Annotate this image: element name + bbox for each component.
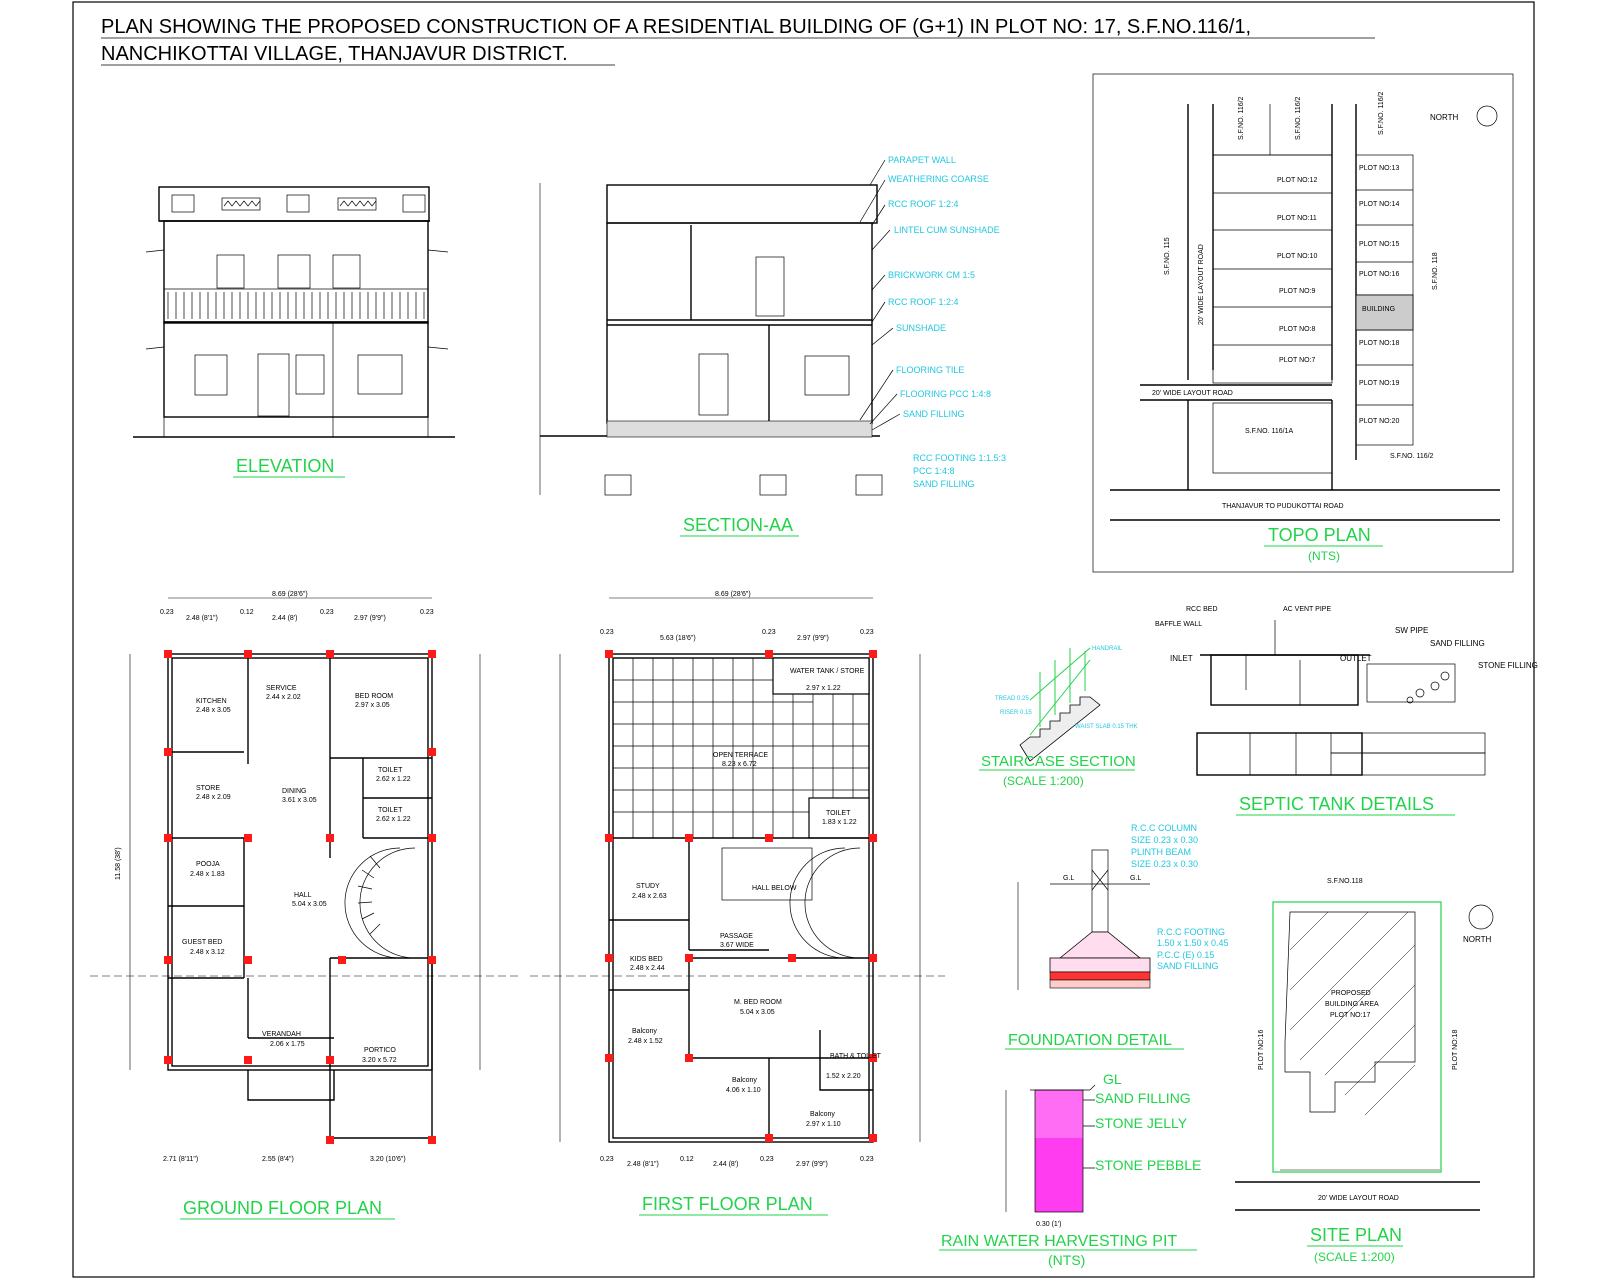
svg-text:PLOT NO:12: PLOT NO:12 — [1277, 177, 1318, 184]
svg-text:4.06 x 1.10: 4.06 x 1.10 — [726, 1087, 761, 1094]
svg-text:BAFFLE WALL: BAFFLE WALL — [1155, 621, 1203, 628]
svg-text:WAIST SLAB 0.15 THK: WAIST SLAB 0.15 THK — [1075, 724, 1138, 730]
svg-text:0.23: 0.23 — [160, 609, 174, 616]
site-subheading: (SCALE 1:200) — [1314, 1250, 1395, 1264]
svg-text:OUTLET: OUTLET — [1340, 654, 1372, 663]
svg-text:RCC ROOF 1:2:4: RCC ROOF 1:2:4 — [888, 199, 959, 209]
svg-text:OPEN TERRACE: OPEN TERRACE — [713, 752, 769, 759]
svg-text:PLOT NO:9: PLOT NO:9 — [1279, 288, 1316, 295]
svg-text:0.23: 0.23 — [420, 609, 434, 616]
svg-text:WEATHERING COARSE: WEATHERING COARSE — [888, 174, 989, 184]
svg-text:1.83 x 1.22: 1.83 x 1.22 — [822, 819, 857, 826]
svg-text:TREAD 0.25: TREAD 0.25 — [995, 696, 1029, 702]
site-heading: SITE PLAN — [1310, 1225, 1403, 1245]
staircase-section — [995, 646, 1138, 761]
section-notes — [860, 155, 1006, 489]
svg-text:3.61 x 3.05: 3.61 x 3.05 — [282, 797, 317, 804]
svg-text:2.48 x 2.09: 2.48 x 2.09 — [196, 794, 231, 801]
svg-text:STUDY: STUDY — [636, 883, 660, 890]
svg-text:PLOT NO:18: PLOT NO:18 — [1452, 1029, 1459, 1070]
svg-text:11.58 (38'): 11.58 (38') — [115, 847, 122, 880]
svg-text:2.48 x 3.12: 2.48 x 3.12 — [190, 949, 225, 956]
svg-text:2.48 x 1.52: 2.48 x 1.52 — [628, 1038, 663, 1045]
svg-text:S.F.NO. 116/2: S.F.NO. 116/2 — [1378, 91, 1385, 135]
svg-text:SUNSHADE: SUNSHADE — [896, 323, 947, 333]
svg-text:2.44 x 2.02: 2.44 x 2.02 — [266, 694, 301, 701]
svg-text:2.48 x 1.83: 2.48 x 1.83 — [190, 871, 225, 878]
svg-text:5.04 x 3.05: 5.04 x 3.05 — [292, 901, 327, 908]
section-aa-drawing — [540, 183, 882, 495]
svg-text:PLOT NO:15: PLOT NO:15 — [1359, 241, 1400, 248]
svg-text:WATER TANK / STORE: WATER TANK / STORE — [790, 668, 865, 675]
rwh-pit — [1006, 1071, 1201, 1228]
svg-text:Balcony: Balcony — [632, 1028, 657, 1035]
svg-text:0.23: 0.23 — [600, 629, 614, 636]
septic-heading: SEPTIC TANK DETAILS — [1239, 794, 1435, 814]
svg-text:STORE: STORE — [196, 785, 220, 792]
svg-text:S.F.NO. 116/2: S.F.NO. 116/2 — [1390, 453, 1434, 460]
svg-text:PLOT NO:13: PLOT NO:13 — [1359, 165, 1400, 172]
svg-text:S.F.NO.118: S.F.NO.118 — [1327, 878, 1363, 885]
svg-text:0.23: 0.23 — [600, 1156, 614, 1163]
svg-text:PLOT NO:16: PLOT NO:16 — [1359, 271, 1400, 278]
elevation-drawing — [133, 187, 455, 437]
first-heading: FIRST FLOOR PLAN — [642, 1194, 813, 1214]
svg-text:RCC BED: RCC BED — [1186, 606, 1218, 613]
svg-text:2.97 (9'9"): 2.97 (9'9") — [796, 1161, 828, 1168]
elevation-heading: ELEVATION — [236, 456, 335, 476]
svg-text:PORTICO: PORTICO — [364, 1047, 396, 1054]
svg-text:0.23: 0.23 — [760, 1156, 774, 1163]
svg-text:SIZE 0.23 x 0.30: SIZE 0.23 x 0.30 — [1131, 859, 1199, 869]
svg-text:GUEST BED: GUEST BED — [182, 939, 223, 946]
svg-text:BUILDING AREA: BUILDING AREA — [1325, 1001, 1379, 1008]
svg-text:Balcony: Balcony — [732, 1077, 757, 1084]
svg-text:SAND FILLING: SAND FILLING — [913, 479, 975, 489]
svg-text:3.20 x 5.72: 3.20 x 5.72 — [362, 1057, 397, 1064]
rwh-subheading: (NTS) — [1048, 1252, 1086, 1268]
svg-text:AC VENT PIPE: AC VENT PIPE — [1283, 606, 1332, 613]
svg-text:0.30 (1'): 0.30 (1') — [1036, 1221, 1062, 1228]
svg-text:PLOT NO:11: PLOT NO:11 — [1277, 215, 1317, 222]
svg-text:2.48 (8'1"): 2.48 (8'1") — [186, 615, 218, 622]
svg-text:PLOT NO:14: PLOT NO:14 — [1359, 201, 1400, 208]
svg-text:0.23: 0.23 — [860, 1156, 874, 1163]
svg-text:2.48 x 2.44: 2.48 x 2.44 — [630, 965, 665, 972]
septic-tank — [1155, 606, 1538, 775]
svg-text:G.L: G.L — [1130, 875, 1142, 882]
svg-text:1.50 x 1.50 x 0.45: 1.50 x 1.50 x 0.45 — [1157, 938, 1229, 948]
svg-text:S.F.NO. 118: S.F.NO. 118 — [1432, 252, 1439, 290]
svg-text:THANJAVUR TO PUDUKOTTAI ROAD: THANJAVUR TO PUDUKOTTAI ROAD — [1222, 503, 1344, 510]
svg-text:2.97 (9'9"): 2.97 (9'9") — [797, 635, 829, 642]
ground-floor-plan — [90, 598, 520, 1138]
svg-text:GL: GL — [1103, 1071, 1122, 1087]
svg-text:2.97 x 3.05: 2.97 x 3.05 — [355, 702, 390, 709]
svg-text:20' WIDE LAYOUT ROAD: 20' WIDE LAYOUT ROAD — [1198, 244, 1205, 325]
svg-text:20' WIDE LAYOUT ROAD: 20' WIDE LAYOUT ROAD — [1152, 390, 1233, 397]
svg-text:3.67 WIDE: 3.67 WIDE — [720, 942, 754, 949]
svg-text:VERANDAH: VERANDAH — [262, 1031, 301, 1038]
svg-text:2.55 (8'4"): 2.55 (8'4") — [262, 1156, 294, 1163]
svg-text:PLINTH BEAM: PLINTH BEAM — [1131, 847, 1192, 857]
svg-text:TOILET: TOILET — [378, 807, 403, 814]
svg-text:8.23 x 6.72: 8.23 x 6.72 — [722, 761, 757, 768]
svg-text:0.23: 0.23 — [762, 629, 776, 636]
svg-text:DINING: DINING — [282, 788, 307, 795]
svg-text:PLOT NO:16: PLOT NO:16 — [1258, 1029, 1265, 1070]
svg-text:PLOT NO:10: PLOT NO:10 — [1277, 253, 1318, 260]
svg-text:3.20 (10'6"): 3.20 (10'6") — [370, 1156, 406, 1163]
svg-text:TOILET: TOILET — [378, 767, 403, 774]
svg-text:5.04 x 3.05: 5.04 x 3.05 — [740, 1009, 775, 1016]
svg-text:STONE FILLING: STONE FILLING — [1478, 661, 1538, 670]
svg-text:1.52 x 2.20: 1.52 x 2.20 — [826, 1073, 861, 1080]
svg-text:KITCHEN: KITCHEN — [196, 698, 227, 705]
svg-text:PLOT NO:17: PLOT NO:17 — [1330, 1012, 1371, 1019]
svg-text:PLOT NO:18: PLOT NO:18 — [1359, 340, 1400, 347]
svg-text:SAND FILLING: SAND FILLING — [903, 409, 965, 419]
svg-text:HALL BELOW: HALL BELOW — [752, 885, 797, 892]
first-room-labels — [628, 668, 882, 1128]
svg-text:S.F.NO. 116/2: S.F.NO. 116/2 — [1238, 96, 1245, 140]
svg-text:8.69 (28'6"): 8.69 (28'6") — [715, 591, 751, 598]
svg-text:STONE PEBBLE: STONE PEBBLE — [1095, 1157, 1202, 1173]
svg-text:0.23: 0.23 — [320, 609, 334, 616]
svg-text:2.62 x 1.22: 2.62 x 1.22 — [376, 776, 411, 783]
svg-text:S.F.NO. 116/1A: S.F.NO. 116/1A — [1245, 428, 1294, 435]
staircase-heading: STAIRCASE SECTION — [981, 753, 1136, 770]
site-plan — [1235, 878, 1493, 1210]
svg-text:KIDS BED: KIDS BED — [630, 956, 663, 963]
svg-text:2.44 (8'): 2.44 (8') — [713, 1161, 739, 1168]
svg-text:8.69 (28'6"): 8.69 (28'6") — [272, 591, 308, 598]
svg-text:2.48 x 3.05: 2.48 x 3.05 — [196, 707, 231, 714]
svg-text:PLOT NO:7: PLOT NO:7 — [1279, 357, 1316, 364]
ground-dimensions — [115, 591, 434, 1163]
section-heading: SECTION-AA — [683, 515, 794, 535]
svg-text:5.63 (18'6"): 5.63 (18'6") — [660, 635, 696, 642]
svg-text:2.44 (8'): 2.44 (8') — [272, 615, 298, 622]
svg-text:LINTEL CUM SUNSHADE: LINTEL CUM SUNSHADE — [894, 225, 1000, 235]
svg-text:2.97 (9'9"): 2.97 (9'9") — [354, 615, 386, 622]
svg-text:HALL: HALL — [294, 892, 312, 899]
topo-plan — [1093, 74, 1513, 572]
svg-text:2.62 x 1.22: 2.62 x 1.22 — [376, 816, 411, 823]
svg-text:0.12: 0.12 — [240, 609, 254, 616]
svg-text:PASSAGE: PASSAGE — [720, 933, 753, 940]
svg-text:PARAPET WALL: PARAPET WALL — [888, 155, 956, 165]
svg-text:R.C.C COLUMN: R.C.C COLUMN — [1131, 823, 1198, 833]
svg-text:INLET: INLET — [1170, 654, 1193, 663]
svg-text:P.C.C (E) 0.15: P.C.C (E) 0.15 — [1157, 950, 1215, 960]
svg-text:SERVICE: SERVICE — [266, 685, 297, 692]
svg-text:FLOORING PCC 1:4:8: FLOORING PCC 1:4:8 — [900, 389, 992, 399]
title-line-2: NANCHIKOTTAI VILLAGE, THANJAVUR DISTRICT. — [101, 43, 568, 65]
svg-text:0.23: 0.23 — [860, 629, 874, 636]
svg-text:SAND FILLING: SAND FILLING — [1095, 1090, 1191, 1106]
svg-text:PLOT NO:20: PLOT NO:20 — [1359, 418, 1400, 425]
svg-text:POOJA: POOJA — [196, 861, 220, 868]
svg-text:SAND FILLING: SAND FILLING — [1157, 961, 1219, 971]
svg-text:SAND FILLING: SAND FILLING — [1430, 639, 1485, 648]
svg-text:BUILDING: BUILDING — [1362, 306, 1396, 313]
svg-text:NORTH: NORTH — [1463, 935, 1492, 944]
title-line-1: PLAN SHOWING THE PROPOSED CONSTRUCTION OF A RESIDENTIAL BUILDING OF (G+1) IN PLOT NO: 17, S.F.NO.116/1, — [101, 16, 1252, 38]
topo-subheading: (NTS) — [1308, 549, 1340, 563]
svg-text:RCC ROOF 1:2:4: RCC ROOF 1:2:4 — [888, 297, 959, 307]
svg-text:Balcony: Balcony — [810, 1111, 835, 1118]
foundation-detail — [1018, 823, 1229, 990]
svg-text:BRICKWORK CM 1:5: BRICKWORK CM 1:5 — [888, 270, 976, 280]
svg-text:TOILET: TOILET — [826, 810, 851, 817]
svg-text:PLOT NO:19: PLOT NO:19 — [1359, 380, 1400, 387]
rwh-heading: RAIN WATER HARVESTING PIT — [941, 1233, 1178, 1250]
svg-text:G.L: G.L — [1063, 875, 1075, 882]
svg-text:PROPOSED: PROPOSED — [1331, 990, 1371, 997]
svg-text:2.97 x 1.10: 2.97 x 1.10 — [806, 1121, 841, 1128]
svg-text:HANDRAIL: HANDRAIL — [1092, 646, 1123, 652]
svg-text:2.97 x 1.22: 2.97 x 1.22 — [806, 685, 841, 692]
svg-text:R.C.C FOOTING: R.C.C FOOTING — [1157, 927, 1225, 937]
svg-text:RISER 0.15: RISER 0.15 — [1000, 710, 1032, 716]
staircase-subheading: (SCALE 1:200) — [1003, 774, 1084, 788]
svg-text:BATH & TOILET: BATH & TOILET — [830, 1053, 881, 1060]
svg-text:NORTH: NORTH — [1430, 113, 1459, 122]
svg-text:STONE JELLY: STONE JELLY — [1095, 1115, 1188, 1131]
svg-text:M. BED ROOM: M. BED ROOM — [734, 999, 782, 1006]
svg-text:20' WIDE LAYOUT ROAD: 20' WIDE LAYOUT ROAD — [1318, 1195, 1399, 1202]
foundation-heading: FOUNDATION DETAIL — [1008, 1032, 1172, 1049]
svg-text:PLOT NO:8: PLOT NO:8 — [1279, 326, 1316, 333]
svg-text:SIZE 0.23 x 0.30: SIZE 0.23 x 0.30 — [1131, 835, 1199, 845]
svg-text:0.12: 0.12 — [680, 1156, 694, 1163]
svg-text:RCC FOOTING 1:1.5:3: RCC FOOTING 1:1.5:3 — [913, 453, 1007, 463]
svg-text:2.06 x 1.75: 2.06 x 1.75 — [270, 1041, 305, 1048]
svg-text:2.48 x 2.63: 2.48 x 2.63 — [632, 893, 667, 900]
ground-room-labels — [182, 685, 411, 1064]
svg-text:BED ROOM: BED ROOM — [355, 693, 394, 700]
svg-text:S.F.NO. 116/2: S.F.NO. 116/2 — [1295, 96, 1302, 140]
topo-heading: TOPO PLAN — [1268, 525, 1371, 545]
svg-text:PCC 1:4:8: PCC 1:4:8 — [913, 466, 955, 476]
svg-text:S.F.NO. 115: S.F.NO. 115 — [1164, 237, 1171, 275]
first-floor-plan — [530, 598, 945, 1142]
svg-text:2.71 (8'11"): 2.71 (8'11") — [163, 1156, 199, 1163]
svg-text:SW PIPE: SW PIPE — [1395, 626, 1429, 635]
svg-text:2.48 (8'1"): 2.48 (8'1") — [627, 1161, 659, 1168]
svg-text:FLOORING TILE: FLOORING TILE — [896, 365, 965, 375]
ground-heading: GROUND FLOOR PLAN — [183, 1198, 383, 1218]
